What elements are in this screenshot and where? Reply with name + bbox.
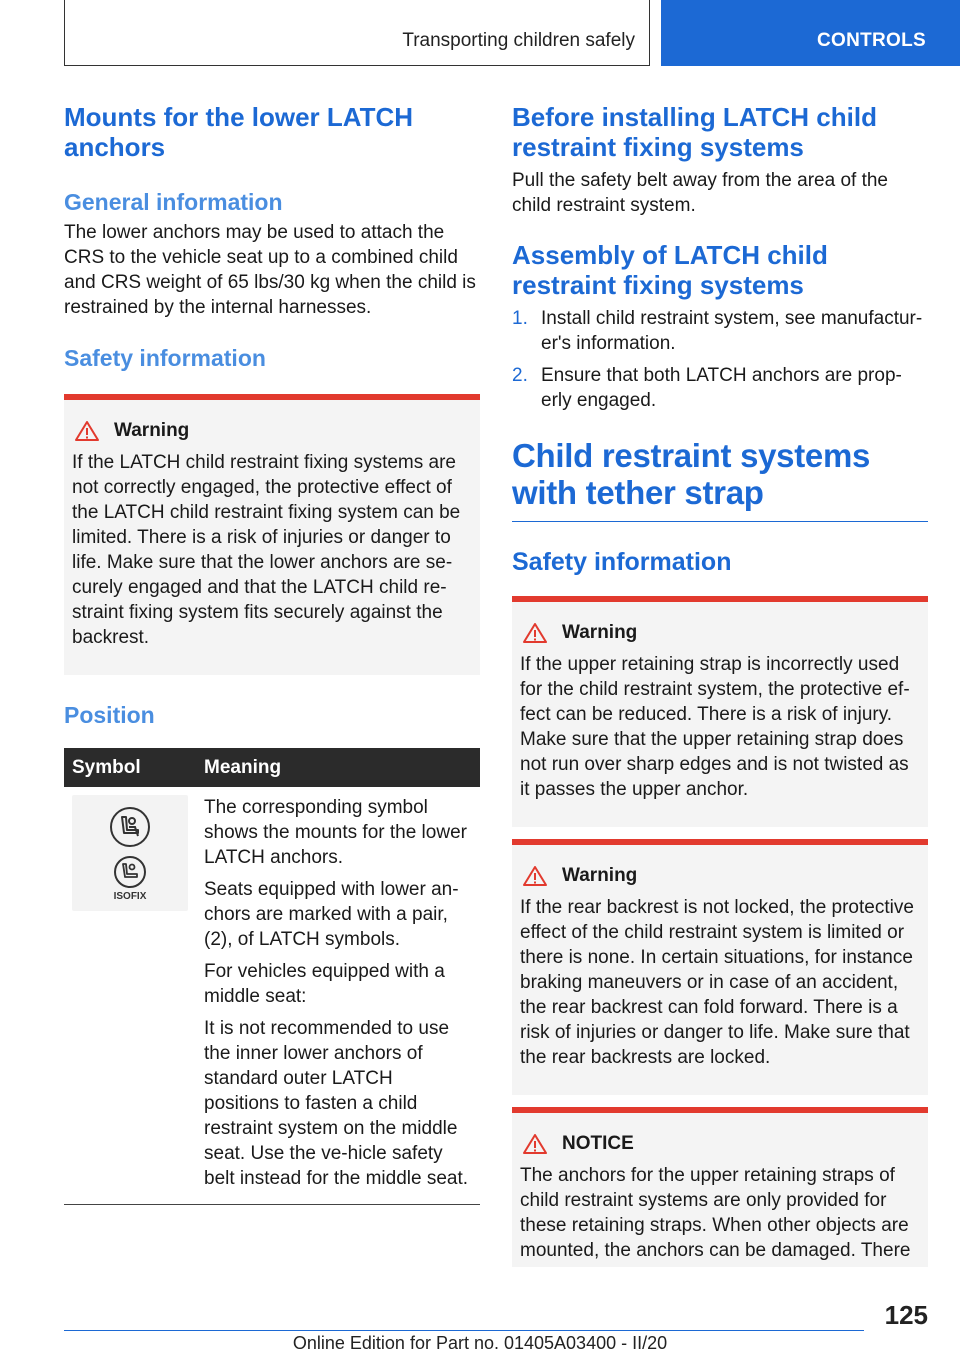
- left-column: [64, 102, 480, 1205]
- assembly-steps-list: [512, 306, 928, 413]
- heading-general-information: General information: [64, 189, 283, 215]
- page-number: 125: [884, 1300, 928, 1330]
- heading-position: Position: [64, 702, 155, 728]
- meaning-paragraph: For vehicles equipped with a middle seat:: [204, 961, 445, 1007]
- warning-text-retaining-strap: If the upper retaining strap is incorrectly used for the child restraint system, the protective ef-fect can be reduced. There is a risk of injury. Make sure that the upper retaining strap does not run over sharp edges and is not twisted as it passes the upper anchor.: [520, 654, 910, 800]
- header-section-bar: [64, 0, 650, 66]
- warning-box-rear-backrest: [512, 839, 928, 1095]
- warning-triangle-icon: [522, 622, 548, 644]
- warning-title: Warning: [114, 420, 190, 441]
- warning-box-latch: [64, 394, 480, 675]
- table-header-meaning: Meaning: [196, 748, 480, 787]
- footer-divider: [64, 1330, 864, 1331]
- warning-triangle-icon: [522, 865, 548, 887]
- footer-edition-text: Online Edition for Part no. 01405A03400 - II/20: [292, 1333, 668, 1353]
- warning-title-row: [520, 622, 920, 644]
- header-chapter-label: CONTROLS: [816, 30, 926, 51]
- general-information-text: The lower anchors may be used to attach the CRS to the vehicle seat up to a combined child and CRS weight of 65 lbs/30 kg when the child is restrained by the internal harnesses.: [64, 222, 476, 318]
- meaning-paragraph: Seats equipped with lower an-chors are marked with a pair, (2), of LATCH symbols.: [204, 879, 459, 950]
- heading-lower-latch-mounts: Mounts for the lower LATCH anchors: [64, 102, 414, 162]
- warning-title-row: [520, 865, 920, 887]
- step-number: 1.: [512, 308, 528, 329]
- symbol-meaning-table: [64, 748, 480, 1205]
- notice-title: NOTICE: [562, 1133, 634, 1154]
- child-seat-icon: [108, 805, 152, 849]
- table-row: [64, 787, 480, 1205]
- notice-title-row: [520, 1133, 920, 1155]
- heading-assembly: Assembly of LATCH child restraint fixing systems: [512, 240, 828, 300]
- warning-box-retaining-strap: [512, 596, 928, 827]
- heading-before-installing: Before installing LATCH child restraint fixing systems: [512, 102, 877, 162]
- warning-title: Warning: [562, 865, 638, 886]
- notice-triangle-icon: [522, 1133, 548, 1155]
- header-section-title: Transporting children safely: [402, 30, 635, 51]
- notice-box-anchors: [512, 1107, 928, 1267]
- list-item: [512, 306, 928, 356]
- isofix-seat-icon: [113, 855, 147, 889]
- section-divider: [512, 521, 928, 522]
- meaning-cell: [196, 787, 480, 1205]
- meaning-paragraph: It is not recommended to use the inner lower anchors of standard outer LATCH positions to fasten a child restraint system on the middle seat. Use the ve-hicle safety belt instead for the middle seat.: [204, 1018, 469, 1189]
- warning-text-latch: If the LATCH child restraint fixing systems are not correctly engaged, the protective effect of the LATCH child restraint fixing system can be limited. There is a risk of injuries or danger to life. Make sure that the lower anchors are se-curely engaged and that the LATCH child re-straint fixing system fits securely against the backrest.: [72, 452, 461, 648]
- meaning-paragraph: The corresponding symbol shows the mounts for the lower LATCH anchors.: [204, 797, 467, 868]
- warning-text-rear-backrest: If the rear backrest is not locked, the protective effect of the child restraint system is limited or there is none. In certain situations, for instance braking maneuvers or in case of an accident, the rear backrest can fold forward. There is a risk of injuries or danger to life. Make sure that the rear backrests are locked.: [520, 897, 914, 1068]
- step-number: 2.: [512, 365, 528, 386]
- heading-safety-information-left: Safety information: [64, 345, 266, 371]
- step-text: Install child restraint system, see manufactur-er's information.: [541, 308, 923, 354]
- warning-title: Warning: [562, 622, 638, 643]
- before-installing-text: Pull the safety belt away from the area of the child restraint system.: [512, 170, 888, 216]
- right-column: [512, 102, 928, 1267]
- latch-symbol-box: [72, 795, 188, 911]
- list-item: [512, 363, 928, 413]
- heading-safety-information-right: Safety information: [512, 548, 732, 576]
- warning-triangle-icon: [74, 420, 100, 442]
- table-header-row: [64, 748, 480, 787]
- notice-text: The anchors for the upper retaining straps of child restraint systems are only provided for these retaining straps. When other objects are mounted, the anchors can be damaged. There: [520, 1165, 911, 1261]
- warning-title-row: [72, 420, 472, 442]
- symbol-cell: [64, 787, 196, 1205]
- header-chapter-tab[interactable]: [661, 0, 960, 66]
- heading-tether-strap: Child restraint systems with tether strap: [512, 437, 871, 511]
- step-text: Ensure that both LATCH anchors are prop-erly engaged.: [541, 365, 902, 411]
- table-header-symbol: Symbol: [64, 748, 196, 787]
- isofix-label: ISOFIX: [113, 891, 147, 902]
